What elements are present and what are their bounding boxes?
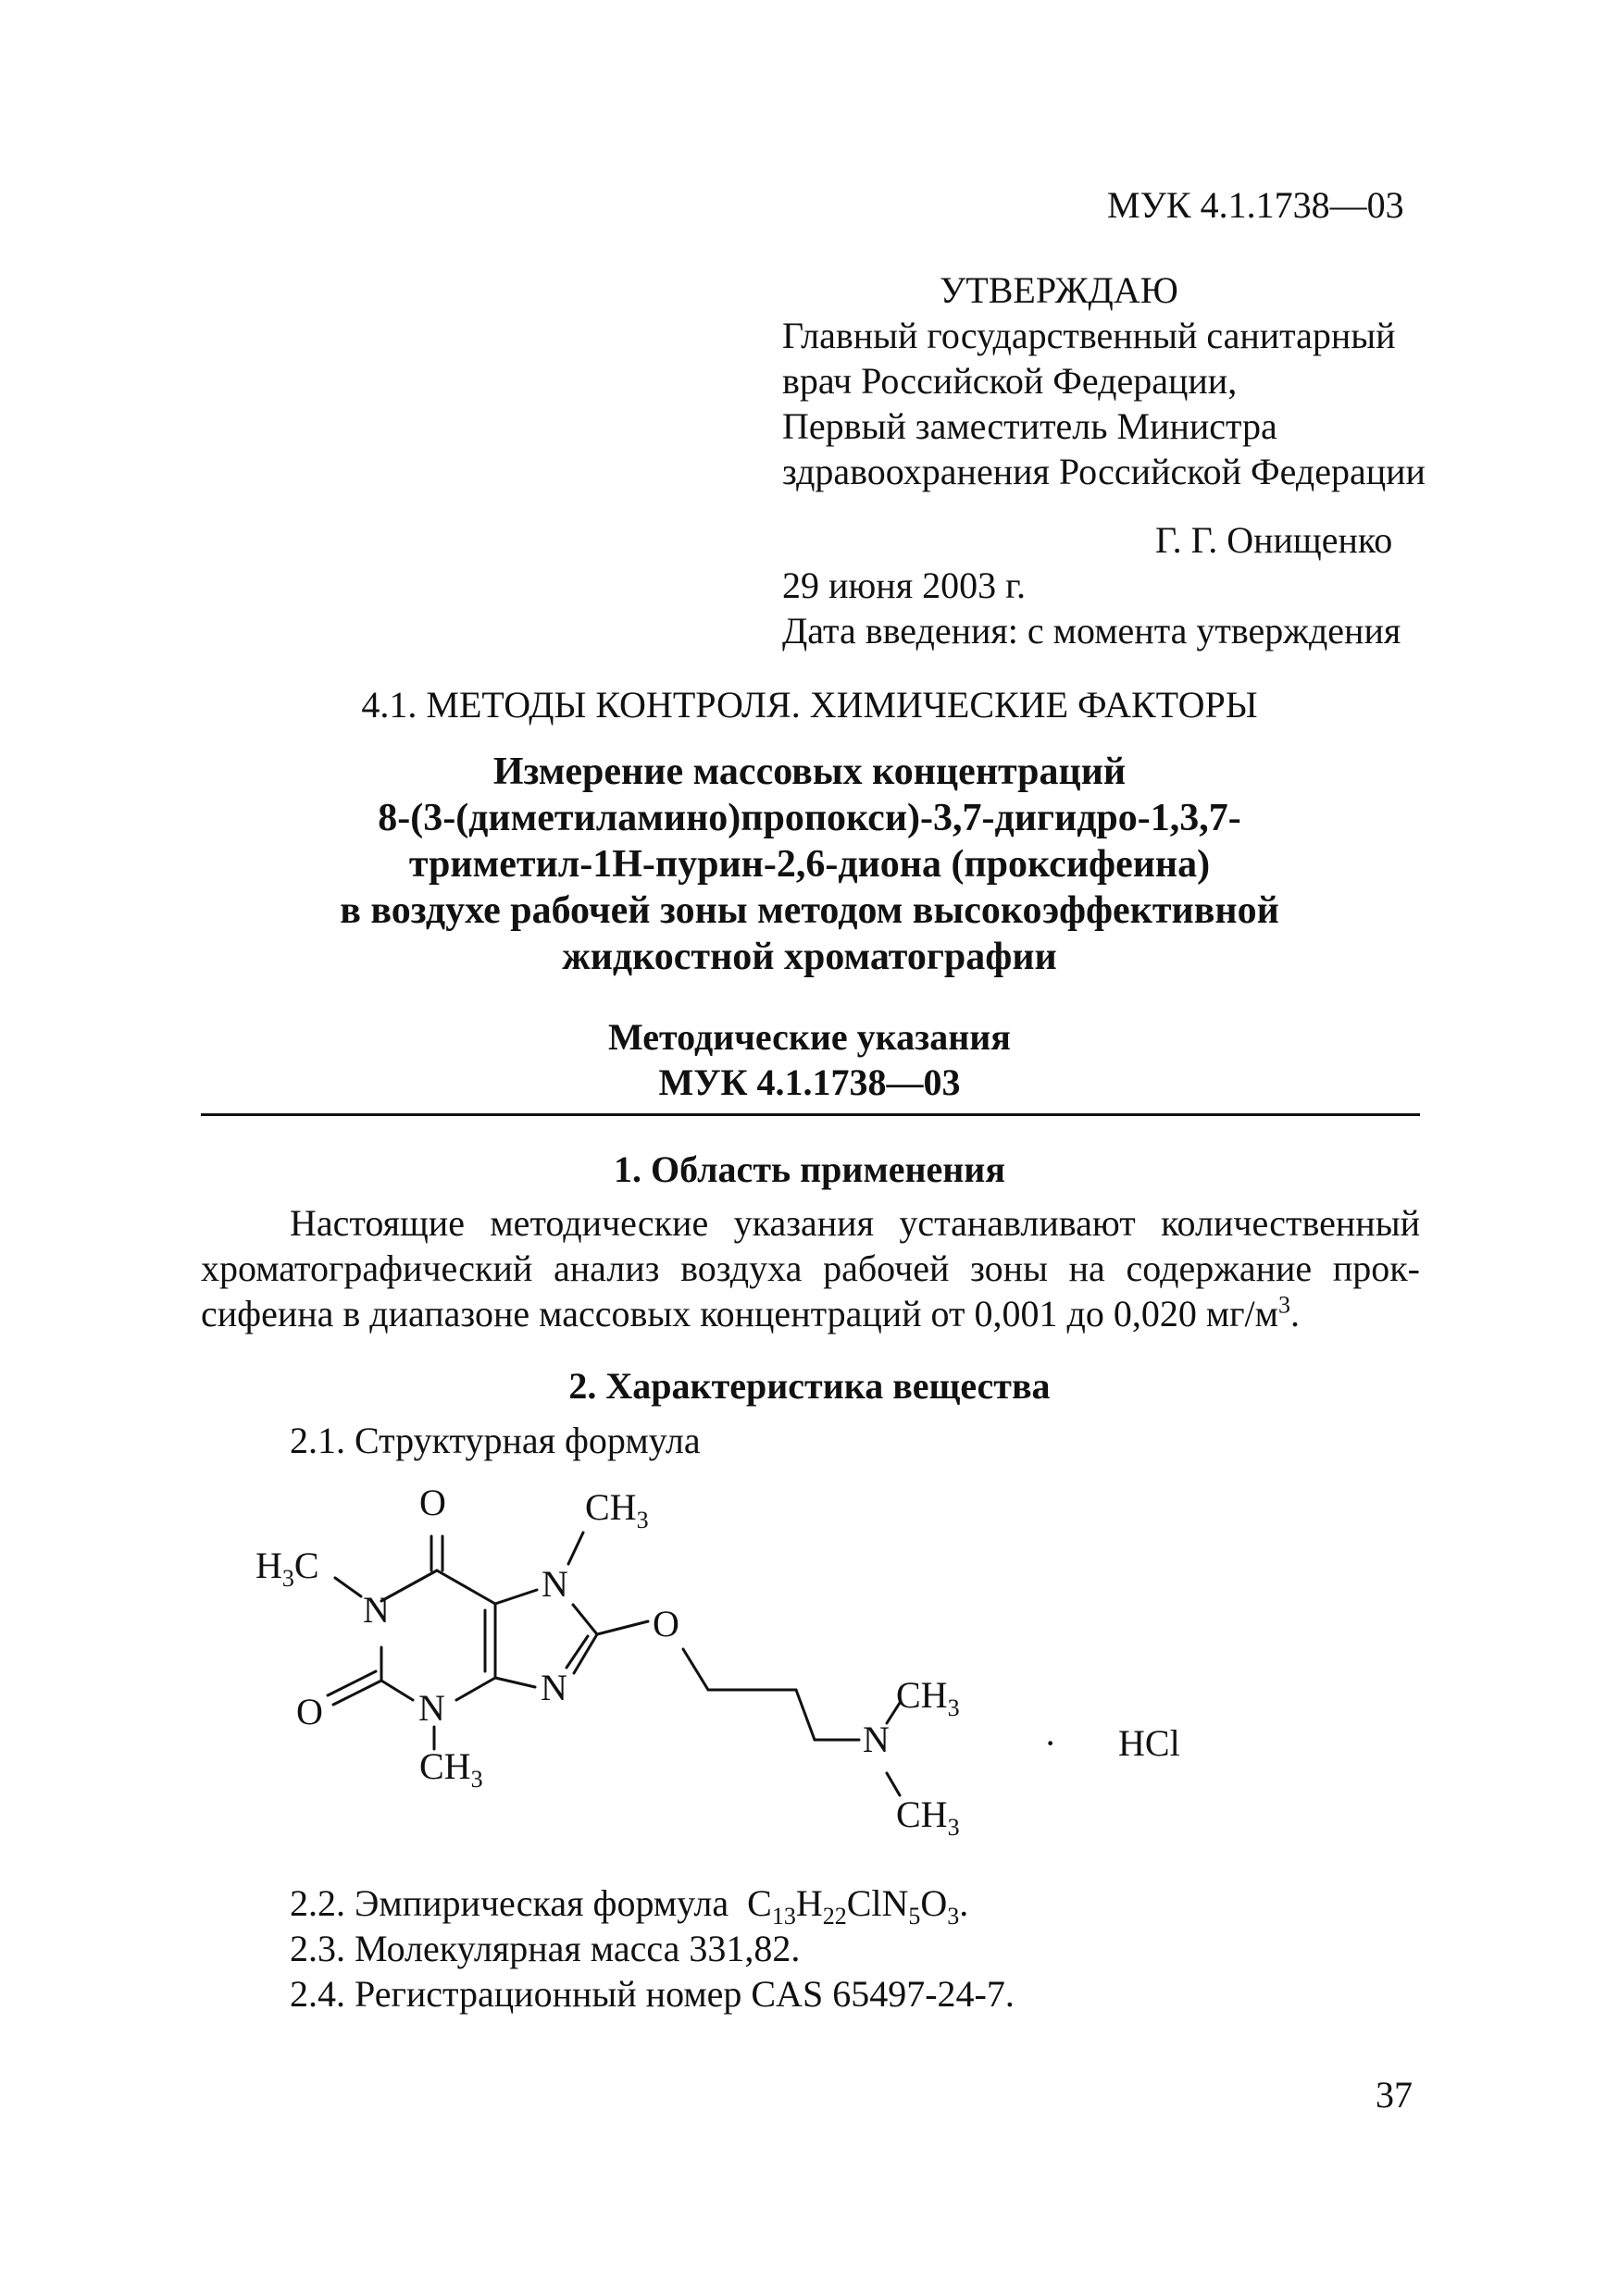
methyl-label: CH: [585, 1486, 637, 1528]
superscript: 3: [1277, 1291, 1290, 1319]
element: N: [881, 1882, 909, 1924]
approval-line: врач Российской Федерации,: [782, 360, 1238, 402]
subscript: 3: [947, 1903, 960, 1930]
section-header: 4.1. МЕТОДЫ КОНТРОЛЯ. ХИМИЧЕСКИЕ ФАКТОРЫ: [361, 684, 1258, 726]
element: Cl: [846, 1882, 882, 1924]
punctuation: .: [959, 1882, 969, 1924]
approval-line: здравоохранения Российской Федерации: [782, 451, 1426, 492]
methyl-label: CH: [896, 1674, 948, 1716]
item-label: 2.2. Эмпирическая формула: [290, 1882, 729, 1924]
methyl-group: [896, 1793, 960, 1841]
methyl-label: C: [293, 1545, 319, 1586]
element: O: [920, 1882, 948, 1924]
nitrogen-atom: N: [418, 1687, 445, 1729]
subtitle: Методические указания: [608, 1016, 1011, 1058]
paragraph-text: сифеина в диапазоне массовых концентраций от 0,001 до 0,020 мг/м: [201, 1293, 1278, 1334]
nitrogen-atom: N: [863, 1719, 890, 1760]
methyl-group: [255, 1544, 319, 1592]
salt-dot: ·: [1044, 1722, 1057, 1764]
methyl-group: [896, 1673, 960, 1721]
divider-line: [201, 1113, 1420, 1116]
paragraph-line: Настоящие методические указания устанавливают количественный: [290, 1202, 1420, 1244]
empirical-formula: [747, 1882, 969, 1930]
item-structural-formula: 2.1. Структурная формула: [290, 1420, 701, 1461]
approval-line: Главный государственный санитарный: [782, 315, 1396, 356]
approval-line: Первый заместитель Министра: [782, 405, 1277, 447]
main-title-line: триметил-1Н-пурин-2,6-диона (проксифеина): [408, 843, 1211, 886]
subscript: 22: [822, 1903, 847, 1930]
subscript: 13: [771, 1903, 796, 1930]
methyl-label: CH: [419, 1745, 471, 1787]
element: C: [747, 1882, 772, 1924]
section-2-heading: 2. Характеристика вещества: [568, 1365, 1051, 1407]
item-empirical-formula: [290, 1881, 969, 1930]
nitrogen-atom: N: [363, 1589, 390, 1631]
approval-date: 29 июня 2003 г.: [782, 565, 1026, 606]
oxygen-atom: O: [419, 1482, 446, 1523]
main-title-line: Измерение массовых концентраций: [492, 751, 1127, 793]
main-title-line: 8-(3-(диметиламино)пропокси)-3,7-дигидро-1,3,7-: [378, 797, 1241, 839]
nitrogen-atom: N: [542, 1563, 568, 1605]
document-code: МУК 4.1.1738—03: [1107, 184, 1404, 226]
methyl-label: H: [255, 1545, 282, 1586]
introduction-date: Дата введения: с момента утверждения: [782, 610, 1401, 652]
paragraph-last-line: [201, 1292, 1300, 1336]
main-title-line: в воздухе рабочей зоны методом высокоэффективной: [340, 889, 1279, 932]
page-number: 37: [1376, 2074, 1413, 2116]
paragraph-line: хроматографический анализ воздуха рабочей зоны на содержание прок-: [201, 1247, 1420, 1289]
methyl-group: [585, 1485, 649, 1533]
nitrogen-atom: N: [541, 1667, 567, 1708]
main-title-line: жидкостной хроматографии: [562, 936, 1057, 978]
subscript: 5: [908, 1903, 921, 1930]
approval-title: УТВЕРЖДАЮ: [940, 269, 1178, 311]
subscript: 3: [947, 1694, 960, 1721]
document-number: МУК 4.1.1738—03: [658, 1061, 961, 1103]
item-cas-number: 2.4. Регистрационный номер CAS 65497-24-7.: [290, 1973, 1015, 2015]
methyl-label: CH: [896, 1793, 948, 1835]
hydrochloride-label: HCl: [1118, 1722, 1180, 1764]
item-molecular-mass: 2.3. Молекулярная масса 331,82.: [290, 1928, 801, 1969]
paragraph-end: .: [1289, 1293, 1300, 1334]
subscript: 3: [281, 1565, 294, 1592]
section-1-heading: 1. Область применения: [614, 1148, 1005, 1190]
subscript: 3: [636, 1507, 649, 1533]
subscript: 3: [947, 1814, 960, 1841]
subscript: 3: [470, 1766, 483, 1793]
oxygen-atom: O: [653, 1603, 679, 1644]
signatory-name: Г. Г. Онищенко: [1155, 519, 1393, 561]
oxygen-atom: O: [296, 1691, 323, 1732]
element: H: [795, 1882, 823, 1924]
methyl-group: [419, 1744, 483, 1793]
